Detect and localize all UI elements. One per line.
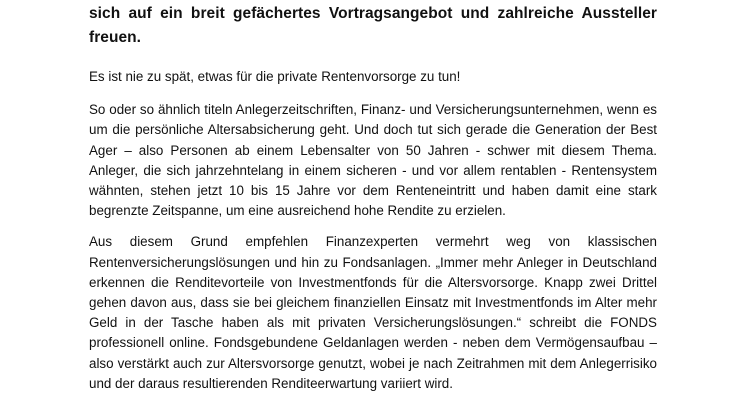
lead-paragraph: sich auf ein breit gefächertes Vortragsangebot und zahlreiche Aussteller freuen. (89, 5, 657, 46)
body-paragraph-fondsanlagen: Aus diesem Grund empfehlen Finanzexperten vermehrt weg von klassischen Rentenversicherungslösungen und hin zu Fondsanlagen. „Immer mehr Anleger in Deutschland erkennen die Renditevorteile von Investmentfonds für die Altersvorsorge. Knapp zwei Drittel gehen davon aus, dass sie bei gleichem finanziellen Einsatz mit Investmentfonds im Alter mehr Geld in der Tasche haben als mit privaten Versicherungslösungen.“ schreibt die FONDS professionell online. Fondsgebundene Geldanlagen werden - neben dem Vermögensaufbau – also verstärkt auch zur Altersvorsorge genutzt, wobei je nach Zeitrahmen mit dem Anlegerrisiko und der daraus resultierenden Renditeerwartung variiert wird. (89, 234, 657, 391)
intro-sentence: Es ist nie zu spät, etwas für die private Rentenvorsorge zu tun! (89, 69, 461, 84)
body-paragraph-best-ager: So oder so ähnlich titeln Anlegerzeitschriften, Finanz- und Versicherungsunternehmen, wenn es um die persönliche Altersabsicherung geht. Und doch tut sich gerade die Generation der Best Ager – also Personen ab einem Lebensalter von 50 Jahren - schwer mit diesem Thema. Anleger, die sich jahrzehntelang in einem sicheren - und vor allem rentablen - Rentensystem wähnten, stehen jetzt 10 bis 15 Jahre vor dem Renteneintritt und haben damit eine stark begrenzte Zeitspanne, um eine ausreichend hohe Rendite zu erzielen. (89, 102, 657, 219)
document-body (89, 2, 657, 405)
